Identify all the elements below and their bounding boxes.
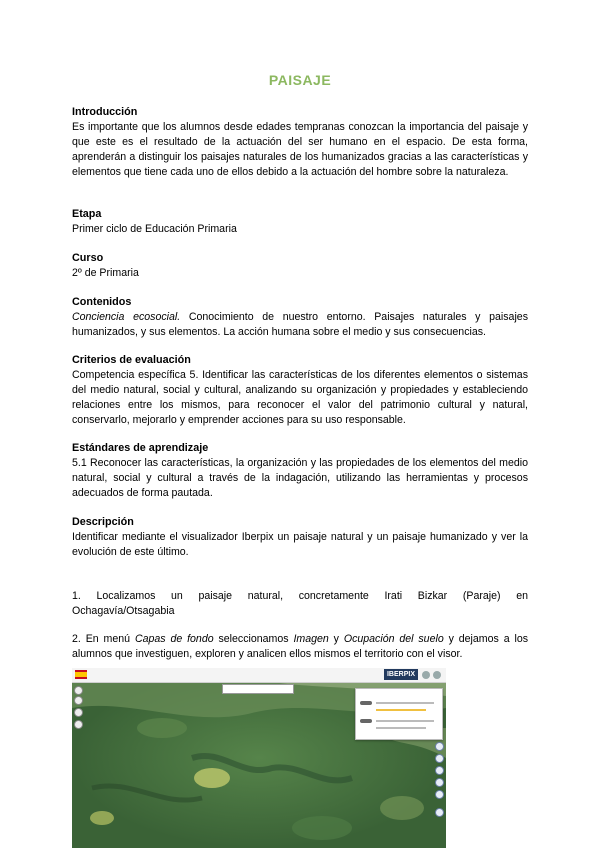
step-2-part-1: 2. En menú	[72, 633, 135, 645]
map-search-input[interactable]	[222, 684, 294, 694]
section-curso	[72, 251, 528, 281]
zoom-out-button[interactable]	[74, 696, 83, 705]
curso-text: 2º de Primaria	[72, 267, 139, 279]
step-1-line-1: 1. Localizamos un paisaje natural, concretamente Irati Bizkar (Paraje) en	[72, 590, 528, 602]
step-1	[72, 589, 528, 619]
zoom-in-button[interactable]	[74, 686, 83, 695]
step-2-part-4: y dejamos a los alumnos que investiguen, exploren y analicen ellos mismos el territorio con el visor.	[72, 633, 529, 660]
step-2-ocupacion: Ocupación del suelo	[343, 633, 444, 645]
contenidos-italic: Conciencia ecosocial.	[72, 311, 181, 323]
tool-button-5[interactable]	[435, 790, 444, 799]
locate-button[interactable]	[74, 720, 83, 729]
section-estandares	[72, 441, 528, 501]
iberpix-logo: IBERPIX	[384, 669, 418, 680]
layer-label-ocupacion	[376, 720, 434, 722]
home-button[interactable]	[74, 708, 83, 717]
etapa-text: Primer ciclo de Educación Primaria	[72, 223, 237, 235]
layer-label-imagen	[376, 702, 434, 704]
page-title: PAISAJE	[268, 72, 332, 88]
step-2-part-2: seleccionamos	[213, 633, 294, 645]
section-etapa	[72, 207, 528, 237]
section-contenidos	[72, 295, 528, 340]
step-2-part-3: y	[328, 633, 344, 645]
spain-flag-icon	[75, 670, 87, 679]
opacity-slider-imagen[interactable]	[376, 709, 426, 711]
step-2-text	[72, 632, 528, 662]
estandares-heading: Estándares de aprendizaje	[72, 442, 209, 454]
step-2-capas: Capas de fondo	[134, 633, 214, 645]
estandares-text: 5.1 Reconocer las características, la organización y las propiedades de los elementos del medio natural, social y cultural a través de la indagación, utilizando las herramientas y procesos adecuados de forma pautada.	[72, 457, 528, 499]
tool-button-3[interactable]	[435, 766, 444, 775]
criterios-text: Competencia específica 5. Identificar las características de los diferentes elementos o sistemas del medio natural, social y cultural, analizando su organización y propiedades y estableciendo relaciones entre los mismos, para reconocer el valor del patrimonio cultural y natural, conservarlo, mejorarlo y emprender acciones para su uso responsable.	[72, 369, 528, 426]
criterios-heading: Criterios de evaluación	[72, 354, 191, 366]
opacity-slider-ocupacion[interactable]	[376, 727, 426, 729]
step-1-line-2: Ochagavía/Otsagabia	[72, 605, 175, 617]
map-toolbar	[72, 668, 446, 683]
step-2	[72, 632, 528, 662]
layer-toggle-ocupacion[interactable]	[360, 719, 372, 723]
descripcion-heading: Descripción	[72, 516, 134, 528]
section-criterios	[72, 353, 528, 428]
curso-heading: Curso	[72, 252, 104, 264]
etapa-heading: Etapa	[72, 208, 102, 220]
contenidos-text	[72, 310, 528, 340]
menu-icon[interactable]	[433, 671, 441, 679]
contenidos-heading: Contenidos	[72, 296, 132, 308]
descripcion-text: Identificar mediante el visualizador Iberpix un paisaje natural y un paisaje humanizado y ver la evolución de este último.	[72, 531, 528, 558]
tool-button-1[interactable]	[435, 742, 444, 751]
iberpix-map-screenshot	[72, 668, 446, 848]
layer-toggle-imagen[interactable]	[360, 701, 372, 705]
layers-panel[interactable]	[355, 688, 443, 740]
tool-button-4[interactable]	[435, 778, 444, 787]
section-introduccion	[72, 105, 528, 180]
share-icon[interactable]	[422, 671, 430, 679]
introduccion-text: Es importante que los alumnos desde edades tempranas conozcan la importancia del paisaje y que este es el resultado de la actuación del ser humano en el espacio. De esta forma, aprenderán a distinguir los paisajes naturales de los humanizados gracias a las características y elementos que tiene cada uno de ellos debido a la actuación del hombre sobre la naturaleza.	[72, 121, 528, 178]
contenidos-body: Conocimiento de nuestro entorno. Paisajes naturales y paisajes humanizados, y sus elementos. La acción humana sobre el medio y sus consecuencias.	[72, 311, 528, 338]
tool-button-6[interactable]	[435, 808, 444, 817]
section-descripcion	[72, 515, 528, 560]
introduccion-heading: Introducción	[72, 106, 138, 118]
step-2-imagen: Imagen	[293, 633, 329, 645]
tool-button-2[interactable]	[435, 754, 444, 763]
